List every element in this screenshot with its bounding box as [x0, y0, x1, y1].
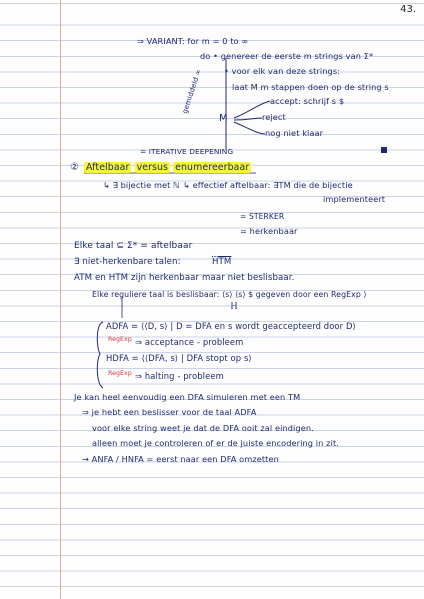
do-generate-line: do • genereer de eerste m strings van Σ* — [200, 51, 374, 61]
decidable-mark: ℍ — [230, 302, 238, 312]
adfa-definition: ADFA = ⟨⟨D, s⟩ | D = DFA en s wordt geaccepteerd door D⟩ — [106, 321, 356, 331]
hdfa-definition: HDFA = ⟨⟨DFA, s⟩ | DFA stopt op s⟩ — [106, 353, 252, 363]
atm-htm-statement: ATM en HTM zijn herkenbaar maar niet beslisbaar. — [74, 273, 295, 283]
simulate-dfa-line: Je kan heel eenvoudig een DFA simuleren met een TM — [74, 392, 301, 402]
acceptance-problem: ⇒ acceptance - probleem — [135, 337, 244, 347]
section-heading — [84, 162, 251, 173]
regexp-note-1: RegExp — [108, 336, 132, 343]
accept-line: accept: schrijf s $ — [270, 96, 345, 106]
halting-problem: ⇒ halting - probleem — [135, 371, 224, 381]
effectively-countable-line: ↳ effectief aftelbaar: ∃TM die de bijectie — [183, 180, 353, 190]
heading-enumerable: enumereerbaar — [175, 162, 250, 173]
heading-countable: Aftelbaar — [86, 162, 130, 173]
average-infinity-note: gemiddeld ∞ — [180, 68, 203, 115]
check-encoding-line: alleen moet je controleren of er de juiste encodering in zit. — [92, 438, 339, 448]
reject-line: reject — [262, 112, 286, 122]
stronger-line: = STERKER — [240, 212, 285, 221]
regexp-note-2: RegExp — [108, 370, 132, 377]
for-each-line: • voor elk van deze strings: — [224, 66, 341, 76]
not-done-line: nog niet klaar — [265, 128, 324, 138]
anfa-hnfa-line: → ANFA / HNFA = eerst naar een DFA omzetten — [82, 454, 279, 464]
h-tm-complement: H̄TM — [212, 257, 232, 267]
implements-line: implementeert — [323, 194, 386, 204]
filled-square-mark — [381, 147, 387, 153]
non-recognizable-languages: ∃ niet-herkenbare talen: — [74, 257, 181, 267]
recognizable-line: = herkenbaar — [240, 226, 298, 236]
decider-line: ⇒ je hebt een beslisser voor de taal ADFA — [82, 407, 257, 417]
every-language-countable: Elke taal ⊆ Σ* = aftelbaar — [74, 241, 193, 251]
regular-language-decidable: Elke reguliere taal is beslisbaar: ⟨s⟩ ⟨s⟩ $ gegeven door een RegExp ⟩ — [92, 290, 367, 299]
heading-versus: versus — [136, 162, 169, 173]
variant-line: ⇒ VARIANT: for m = 0 to ∞ — [137, 36, 249, 46]
bijection-line: ↳ ∃ bijectie met ℕ — [103, 180, 180, 190]
iterative-deepening-line: = ITERATIVE DEEPENING — [140, 147, 234, 156]
machine-m-label: M — [219, 113, 228, 124]
run-m-steps-line: laat M m stappen doen op de string s — [232, 82, 389, 92]
section-number: ② — [70, 162, 80, 173]
dfa-terminates-line: voor elke string weet je dat de DFA ooit zal eindigen. — [92, 423, 314, 433]
page-number: 43. — [400, 4, 416, 15]
